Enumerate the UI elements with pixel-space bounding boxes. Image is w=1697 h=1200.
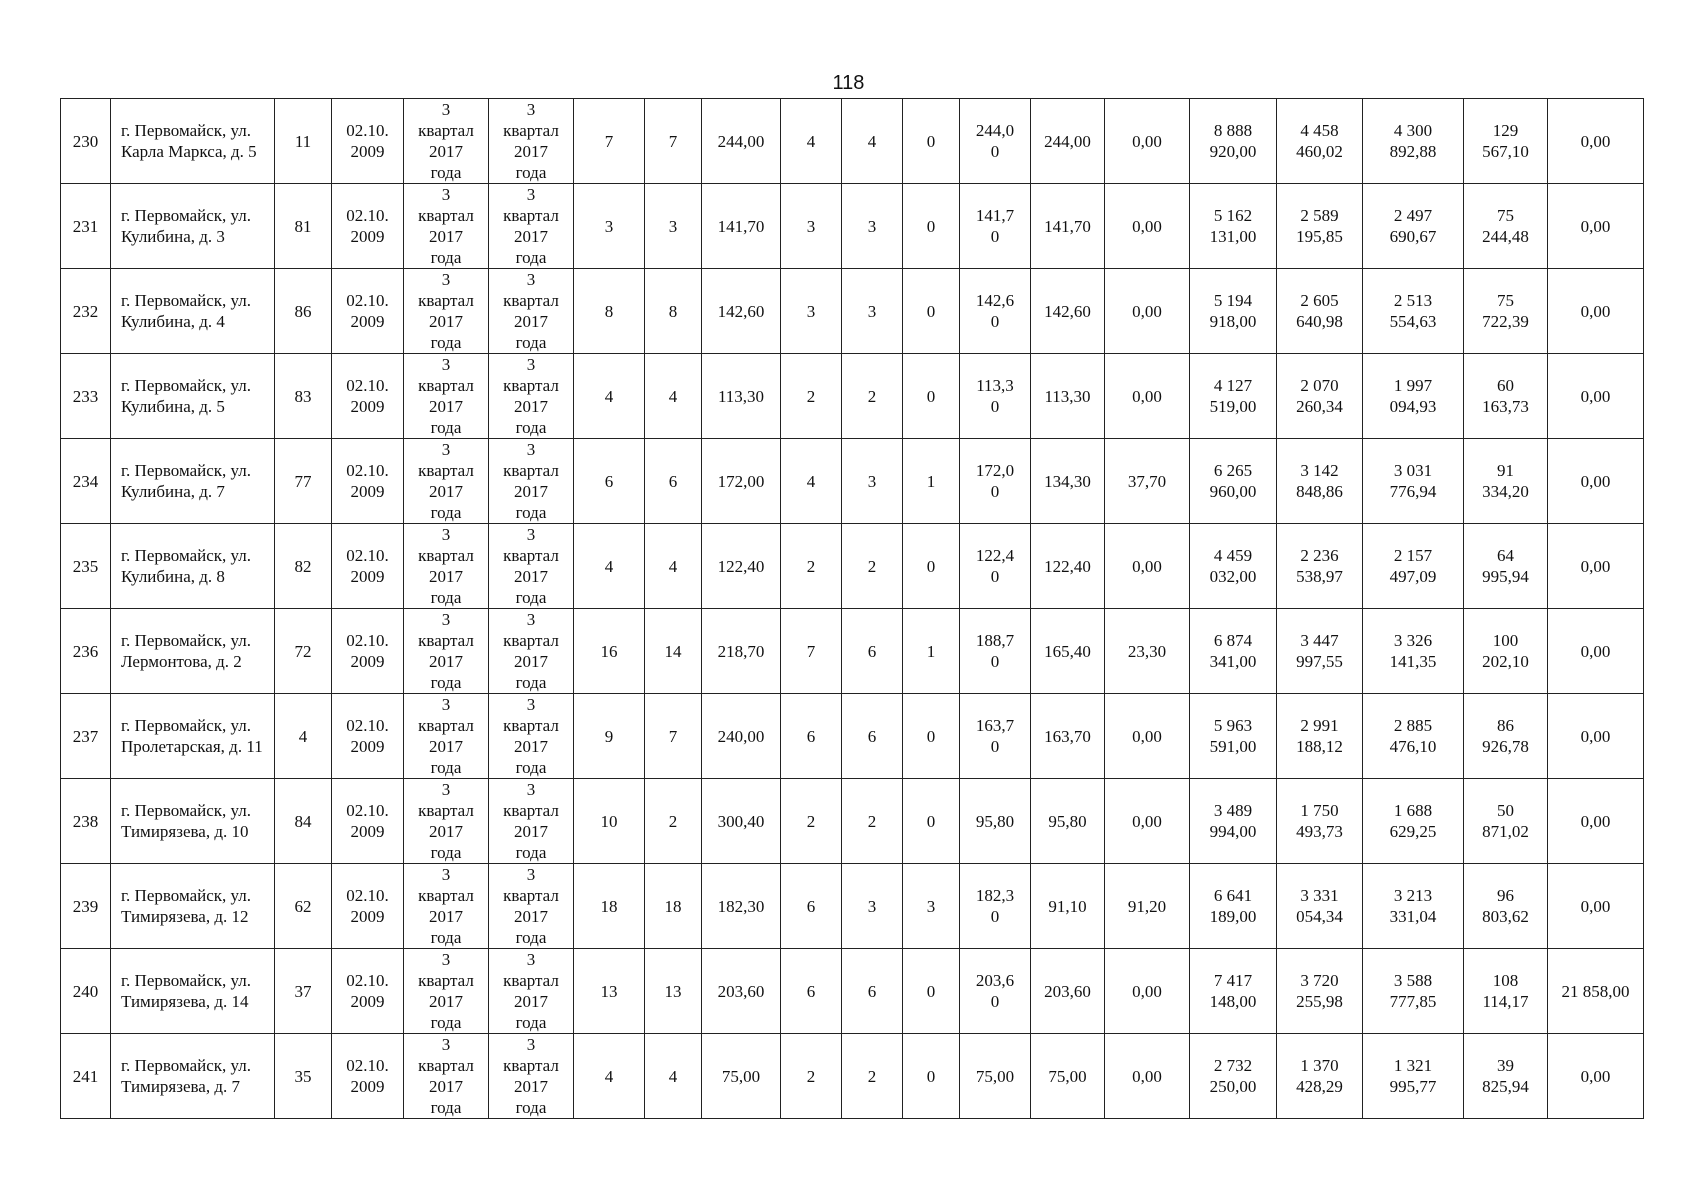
planned-start-cell: 3 квартал 2017 года [404, 949, 489, 1034]
local-share-cell: 39 825,94 [1464, 1034, 1548, 1119]
units-private-cell: 0 [903, 269, 960, 354]
planned-end-cell: 3 квартал 2017 года [489, 524, 574, 609]
planned-end-cell: 3 квартал 2017 года [489, 609, 574, 694]
area-total-cell: 141,70 [702, 184, 781, 269]
residents-relocated-cell: 18 [645, 864, 702, 949]
units-municipal-cell: 4 [842, 99, 903, 184]
row-number: 238 [61, 779, 111, 864]
area-relocated-cell: 122,4 0 [960, 524, 1031, 609]
planned-start-cell: 3 квартал 2017 года [404, 864, 489, 949]
planned-start-cell: 3 квартал 2017 года [404, 524, 489, 609]
fund-share-cell: 2 991 188,12 [1277, 694, 1363, 779]
planned-end-cell: 3 квартал 2017 года [489, 694, 574, 779]
area-private-cell: 0,00 [1105, 99, 1190, 184]
area-total-cell: 244,00 [702, 99, 781, 184]
units-total-cell: 2 [781, 779, 842, 864]
area-relocated-cell: 163,7 0 [960, 694, 1031, 779]
regional-share-cell: 2 885 476,10 [1363, 694, 1464, 779]
extra-cost-cell: 0,00 [1548, 694, 1644, 779]
residents-relocated-cell: 4 [645, 354, 702, 439]
house-number-cell: 37 [275, 949, 332, 1034]
date-cell: 02.10. 2009 [332, 524, 404, 609]
area-private-cell: 0,00 [1105, 184, 1190, 269]
date-cell: 02.10. 2009 [332, 779, 404, 864]
area-municipal-cell: 142,60 [1031, 269, 1105, 354]
area-municipal-cell: 91,10 [1031, 864, 1105, 949]
area-municipal-cell: 165,40 [1031, 609, 1105, 694]
area-municipal-cell: 75,00 [1031, 1034, 1105, 1119]
area-total-cell: 172,00 [702, 439, 781, 524]
house-number-cell: 81 [275, 184, 332, 269]
table-row [61, 99, 1644, 184]
local-share-cell: 75 722,39 [1464, 269, 1548, 354]
units-total-cell: 6 [781, 694, 842, 779]
regional-share-cell: 3 588 777,85 [1363, 949, 1464, 1034]
local-share-cell: 75 244,48 [1464, 184, 1548, 269]
cost-total-cell: 5 963 591,00 [1190, 694, 1277, 779]
residents-total-cell: 18 [574, 864, 645, 949]
residents-relocated-cell: 2 [645, 779, 702, 864]
planned-end-cell: 3 квартал 2017 года [489, 439, 574, 524]
cost-total-cell: 5 194 918,00 [1190, 269, 1277, 354]
residents-total-cell: 4 [574, 524, 645, 609]
fund-share-cell: 3 447 997,55 [1277, 609, 1363, 694]
cost-total-cell: 6 641 189,00 [1190, 864, 1277, 949]
house-number-cell: 72 [275, 609, 332, 694]
planned-start-cell: 3 квартал 2017 года [404, 354, 489, 439]
planned-start-cell: 3 квартал 2017 года [404, 269, 489, 354]
units-total-cell: 6 [781, 864, 842, 949]
extra-cost-cell: 0,00 [1548, 269, 1644, 354]
area-municipal-cell: 134,30 [1031, 439, 1105, 524]
date-cell: 02.10. 2009 [332, 694, 404, 779]
area-private-cell: 0,00 [1105, 354, 1190, 439]
planned-end-cell: 3 квартал 2017 года [489, 269, 574, 354]
planned-start-cell: 3 квартал 2017 года [404, 439, 489, 524]
cost-total-cell: 4 127 519,00 [1190, 354, 1277, 439]
area-total-cell: 75,00 [702, 1034, 781, 1119]
area-relocated-cell: 113,3 0 [960, 354, 1031, 439]
table-row [61, 439, 1644, 524]
fund-share-cell: 2 605 640,98 [1277, 269, 1363, 354]
units-total-cell: 2 [781, 354, 842, 439]
local-share-cell: 129 567,10 [1464, 99, 1548, 184]
area-private-cell: 0,00 [1105, 1034, 1190, 1119]
address-cell: г. Первомайск, ул. Кулибина, д. 4 [111, 269, 275, 354]
address-cell: г. Первомайск, ул. Кулибина, д. 3 [111, 184, 275, 269]
area-total-cell: 182,30 [702, 864, 781, 949]
area-total-cell: 218,70 [702, 609, 781, 694]
area-private-cell: 0,00 [1105, 524, 1190, 609]
fund-share-cell: 2 589 195,85 [1277, 184, 1363, 269]
units-municipal-cell: 3 [842, 864, 903, 949]
date-cell: 02.10. 2009 [332, 99, 404, 184]
extra-cost-cell: 0,00 [1548, 184, 1644, 269]
table-row [61, 609, 1644, 694]
residents-relocated-cell: 4 [645, 1034, 702, 1119]
area-total-cell: 300,40 [702, 779, 781, 864]
housing-registry-table [60, 98, 1644, 1119]
planned-start-cell: 3 квартал 2017 года [404, 694, 489, 779]
units-total-cell: 3 [781, 269, 842, 354]
residents-total-cell: 9 [574, 694, 645, 779]
row-number: 239 [61, 864, 111, 949]
residents-relocated-cell: 4 [645, 524, 702, 609]
cost-total-cell: 7 417 148,00 [1190, 949, 1277, 1034]
table-row [61, 694, 1644, 779]
extra-cost-cell: 0,00 [1548, 99, 1644, 184]
units-private-cell: 0 [903, 694, 960, 779]
area-municipal-cell: 113,30 [1031, 354, 1105, 439]
area-private-cell: 37,70 [1105, 439, 1190, 524]
residents-relocated-cell: 3 [645, 184, 702, 269]
house-number-cell: 83 [275, 354, 332, 439]
area-relocated-cell: 141,7 0 [960, 184, 1031, 269]
table-body [61, 99, 1644, 1119]
area-total-cell: 203,60 [702, 949, 781, 1034]
row-number: 237 [61, 694, 111, 779]
area-total-cell: 142,60 [702, 269, 781, 354]
area-municipal-cell: 122,40 [1031, 524, 1105, 609]
units-total-cell: 4 [781, 439, 842, 524]
regional-share-cell: 3 326 141,35 [1363, 609, 1464, 694]
planned-end-cell: 3 квартал 2017 года [489, 779, 574, 864]
area-municipal-cell: 95,80 [1031, 779, 1105, 864]
table-row [61, 354, 1644, 439]
area-relocated-cell: 95,80 [960, 779, 1031, 864]
planned-end-cell: 3 квартал 2017 года [489, 184, 574, 269]
units-private-cell: 0 [903, 99, 960, 184]
cost-total-cell: 3 489 994,00 [1190, 779, 1277, 864]
house-number-cell: 82 [275, 524, 332, 609]
address-cell: г. Первомайск, ул. Лермонтова, д. 2 [111, 609, 275, 694]
planned-start-cell: 3 квартал 2017 года [404, 779, 489, 864]
area-relocated-cell: 203,6 0 [960, 949, 1031, 1034]
fund-share-cell: 2 070 260,34 [1277, 354, 1363, 439]
row-number: 231 [61, 184, 111, 269]
table-row [61, 184, 1644, 269]
residents-relocated-cell: 14 [645, 609, 702, 694]
area-total-cell: 113,30 [702, 354, 781, 439]
units-municipal-cell: 3 [842, 184, 903, 269]
residents-total-cell: 10 [574, 779, 645, 864]
local-share-cell: 91 334,20 [1464, 439, 1548, 524]
units-private-cell: 0 [903, 1034, 960, 1119]
units-private-cell: 0 [903, 779, 960, 864]
extra-cost-cell: 0,00 [1548, 864, 1644, 949]
units-private-cell: 1 [903, 439, 960, 524]
fund-share-cell: 4 458 460,02 [1277, 99, 1363, 184]
regional-share-cell: 1 688 629,25 [1363, 779, 1464, 864]
regional-share-cell: 1 997 094,93 [1363, 354, 1464, 439]
local-share-cell: 108 114,17 [1464, 949, 1548, 1034]
regional-share-cell: 4 300 892,88 [1363, 99, 1464, 184]
table-row [61, 864, 1644, 949]
address-cell: г. Первомайск, ул. Кулибина, д. 5 [111, 354, 275, 439]
page-number: 118 [832, 72, 865, 94]
units-municipal-cell: 6 [842, 949, 903, 1034]
units-total-cell: 3 [781, 184, 842, 269]
units-private-cell: 0 [903, 354, 960, 439]
row-number: 241 [61, 1034, 111, 1119]
fund-share-cell: 3 142 848,86 [1277, 439, 1363, 524]
regional-share-cell: 3 031 776,94 [1363, 439, 1464, 524]
residents-relocated-cell: 7 [645, 99, 702, 184]
fund-share-cell: 2 236 538,97 [1277, 524, 1363, 609]
residents-relocated-cell: 13 [645, 949, 702, 1034]
planned-end-cell: 3 квартал 2017 года [489, 1034, 574, 1119]
house-number-cell: 86 [275, 269, 332, 354]
local-share-cell: 60 163,73 [1464, 354, 1548, 439]
area-relocated-cell: 75,00 [960, 1034, 1031, 1119]
units-municipal-cell: 3 [842, 439, 903, 524]
planned-end-cell: 3 квартал 2017 года [489, 864, 574, 949]
extra-cost-cell: 0,00 [1548, 779, 1644, 864]
local-share-cell: 100 202,10 [1464, 609, 1548, 694]
residents-total-cell: 4 [574, 1034, 645, 1119]
planned-end-cell: 3 квартал 2017 года [489, 354, 574, 439]
cost-total-cell: 6 265 960,00 [1190, 439, 1277, 524]
units-total-cell: 7 [781, 609, 842, 694]
house-number-cell: 62 [275, 864, 332, 949]
local-share-cell: 50 871,02 [1464, 779, 1548, 864]
area-total-cell: 122,40 [702, 524, 781, 609]
fund-share-cell: 1 750 493,73 [1277, 779, 1363, 864]
date-cell: 02.10. 2009 [332, 354, 404, 439]
area-municipal-cell: 244,00 [1031, 99, 1105, 184]
residents-relocated-cell: 7 [645, 694, 702, 779]
residents-total-cell: 16 [574, 609, 645, 694]
area-relocated-cell: 142,6 0 [960, 269, 1031, 354]
table-row [61, 1034, 1644, 1119]
date-cell: 02.10. 2009 [332, 1034, 404, 1119]
row-number: 232 [61, 269, 111, 354]
residents-total-cell: 7 [574, 99, 645, 184]
extra-cost-cell: 0,00 [1548, 439, 1644, 524]
address-cell: г. Первомайск, ул. Кулибина, д. 7 [111, 439, 275, 524]
date-cell: 02.10. 2009 [332, 184, 404, 269]
area-municipal-cell: 163,70 [1031, 694, 1105, 779]
units-municipal-cell: 3 [842, 269, 903, 354]
planned-end-cell: 3 квартал 2017 года [489, 949, 574, 1034]
table-row [61, 269, 1644, 354]
cost-total-cell: 8 888 920,00 [1190, 99, 1277, 184]
house-number-cell: 35 [275, 1034, 332, 1119]
regional-share-cell: 2 513 554,63 [1363, 269, 1464, 354]
planned-start-cell: 3 квартал 2017 года [404, 609, 489, 694]
units-private-cell: 0 [903, 524, 960, 609]
local-share-cell: 96 803,62 [1464, 864, 1548, 949]
cost-total-cell: 6 874 341,00 [1190, 609, 1277, 694]
units-municipal-cell: 6 [842, 609, 903, 694]
cost-total-cell: 2 732 250,00 [1190, 1034, 1277, 1119]
units-municipal-cell: 2 [842, 779, 903, 864]
residents-relocated-cell: 8 [645, 269, 702, 354]
address-cell: г. Первомайск, ул. Тимирязева, д. 12 [111, 864, 275, 949]
extra-cost-cell: 0,00 [1548, 354, 1644, 439]
date-cell: 02.10. 2009 [332, 269, 404, 354]
address-cell: г. Первомайск, ул. Тимирязева, д. 7 [111, 1034, 275, 1119]
units-private-cell: 0 [903, 949, 960, 1034]
house-number-cell: 11 [275, 99, 332, 184]
area-municipal-cell: 203,60 [1031, 949, 1105, 1034]
units-total-cell: 2 [781, 524, 842, 609]
cost-total-cell: 4 459 032,00 [1190, 524, 1277, 609]
area-relocated-cell: 244,0 0 [960, 99, 1031, 184]
area-relocated-cell: 172,0 0 [960, 439, 1031, 524]
residents-total-cell: 13 [574, 949, 645, 1034]
address-cell: г. Первомайск, ул. Пролетарская, д. 11 [111, 694, 275, 779]
area-private-cell: 23,30 [1105, 609, 1190, 694]
date-cell: 02.10. 2009 [332, 949, 404, 1034]
residents-relocated-cell: 6 [645, 439, 702, 524]
row-number: 236 [61, 609, 111, 694]
house-number-cell: 84 [275, 779, 332, 864]
planned-start-cell: 3 квартал 2017 года [404, 1034, 489, 1119]
regional-share-cell: 1 321 995,77 [1363, 1034, 1464, 1119]
address-cell: г. Первомайск, ул. Карла Маркса, д. 5 [111, 99, 275, 184]
local-share-cell: 86 926,78 [1464, 694, 1548, 779]
area-private-cell: 0,00 [1105, 949, 1190, 1034]
extra-cost-cell: 0,00 [1548, 524, 1644, 609]
area-private-cell: 91,20 [1105, 864, 1190, 949]
table-row [61, 524, 1644, 609]
regional-share-cell: 2 157 497,09 [1363, 524, 1464, 609]
row-number: 234 [61, 439, 111, 524]
area-relocated-cell: 188,7 0 [960, 609, 1031, 694]
address-cell: г. Первомайск, ул. Кулибина, д. 8 [111, 524, 275, 609]
residents-total-cell: 3 [574, 184, 645, 269]
table-row [61, 779, 1644, 864]
date-cell: 02.10. 2009 [332, 864, 404, 949]
cost-total-cell: 5 162 131,00 [1190, 184, 1277, 269]
units-municipal-cell: 2 [842, 1034, 903, 1119]
date-cell: 02.10. 2009 [332, 609, 404, 694]
area-private-cell: 0,00 [1105, 779, 1190, 864]
planned-start-cell: 3 квартал 2017 года [404, 99, 489, 184]
fund-share-cell: 3 720 255,98 [1277, 949, 1363, 1034]
extra-cost-cell: 0,00 [1548, 1034, 1644, 1119]
date-cell: 02.10. 2009 [332, 439, 404, 524]
planned-end-cell: 3 квартал 2017 года [489, 99, 574, 184]
units-private-cell: 1 [903, 609, 960, 694]
row-number: 235 [61, 524, 111, 609]
units-total-cell: 2 [781, 1034, 842, 1119]
residents-total-cell: 4 [574, 354, 645, 439]
units-municipal-cell: 6 [842, 694, 903, 779]
units-total-cell: 6 [781, 949, 842, 1034]
fund-share-cell: 3 331 054,34 [1277, 864, 1363, 949]
area-private-cell: 0,00 [1105, 269, 1190, 354]
extra-cost-cell: 0,00 [1548, 609, 1644, 694]
table-row [61, 949, 1644, 1034]
address-cell: г. Первомайск, ул. Тимирязева, д. 14 [111, 949, 275, 1034]
local-share-cell: 64 995,94 [1464, 524, 1548, 609]
units-private-cell: 0 [903, 184, 960, 269]
area-relocated-cell: 182,3 0 [960, 864, 1031, 949]
house-number-cell: 4 [275, 694, 332, 779]
house-number-cell: 77 [275, 439, 332, 524]
row-number: 230 [61, 99, 111, 184]
planned-start-cell: 3 квартал 2017 года [404, 184, 489, 269]
units-private-cell: 3 [903, 864, 960, 949]
address-cell: г. Первомайск, ул. Тимирязева, д. 10 [111, 779, 275, 864]
residents-total-cell: 8 [574, 269, 645, 354]
row-number: 240 [61, 949, 111, 1034]
units-municipal-cell: 2 [842, 524, 903, 609]
residents-total-cell: 6 [574, 439, 645, 524]
fund-share-cell: 1 370 428,29 [1277, 1034, 1363, 1119]
extra-cost-cell: 21 858,00 [1548, 949, 1644, 1034]
regional-share-cell: 2 497 690,67 [1363, 184, 1464, 269]
area-municipal-cell: 141,70 [1031, 184, 1105, 269]
regional-share-cell: 3 213 331,04 [1363, 864, 1464, 949]
row-number: 233 [61, 354, 111, 439]
area-private-cell: 0,00 [1105, 694, 1190, 779]
area-total-cell: 240,00 [702, 694, 781, 779]
units-municipal-cell: 2 [842, 354, 903, 439]
units-total-cell: 4 [781, 99, 842, 184]
